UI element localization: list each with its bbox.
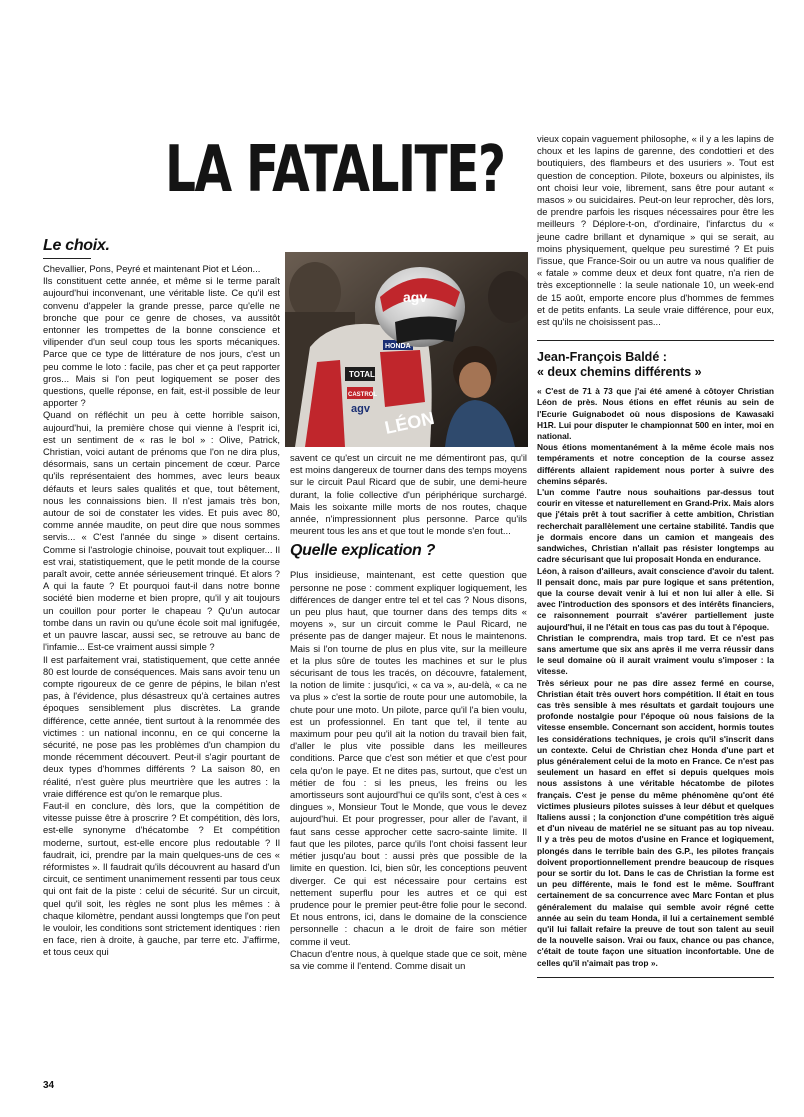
sidebar-bottom-rule bbox=[537, 977, 774, 978]
sidebar-interview-box bbox=[537, 340, 774, 978]
paragraph: Faut-il en conclure, dès lors, que la compétition de vitesse puisse être à proscrire ? Et compétition, dès lors, est-elle synonyme d'hécatombe ? Et compétition moderne, surtout, est-elle encore plus redoutable ? Il faudrait, ici, prendre par la main quelques-uns de ces « réformistes ». Il faudrait qu'ils découvrent au hasard d'un circuit, ce sentiment unanimement ressenti par tous ceux qui ont fait de la piste : celui de sécurité. Sur un circuit, quel qu'il soit, les règles ne sont plus les mêmes : à chaque kilomètre, pendant aussi longtemps que l'on peut le vouloir, les conditions sont strictement identiques : rien en face, rien à droite, à gauche, par terre etc. J'affirme, et tous ceux qui bbox=[43, 799, 280, 958]
rider-photo bbox=[285, 252, 528, 447]
sidebar-paragraph: L'un comme l'autre nous souhaitions par-dessus tout courir en vitesse et naturellement en Grand-Prix. Mais alors que j'étais prêt à tout sacrifier à cette ambition, Christian recherchait parallèlement une certaine stabilité. Tandis que je dormais encore dans un camion et mangeais des sandwiches, Christian n'allait pas résister longtemps au cadre sécurisant que lui proposait Honda en endurance. bbox=[537, 487, 774, 565]
paragraph: Il est parfaitement vrai, statistiquement, que cette année 80 est lourde de conséquences. Mais sans avoir tenu un compte rigoureux de ce genre de pépins, le bilan n'est pas, à l'évidence, plus désastreux qu'à certaines autres époques sensiblement plus discrètes. La grande différence, cette année, tient surtout à la renommée des victimes : un national inconnu, en ce qui concerne la sécurité, ne pose pas les problèmes d'un champion du monde récemment découvert. Peut-il s'agir pourtant de deux types d'hommes différents ? La saison 80, en réalité, n'est guère plus meurtrière que les autres : la vraie différence est qu'on le remarque plus. bbox=[43, 653, 280, 799]
sidebar-paragraph: Christian le comprendra, mais trop tard. Et ce n'est pas sans amertume que six ans après il me verra réussir dans le seul domaine où il aurait vraiment voulu s'imposer : la vitesse. bbox=[537, 632, 774, 677]
sponsor-honda: HONDA bbox=[385, 343, 411, 350]
helmet-logo-text: agv bbox=[403, 289, 428, 305]
sponsor-total: TOTAL bbox=[349, 370, 375, 379]
section-heading-le-choix: Le choix. bbox=[43, 237, 110, 254]
suit-name: LÉON bbox=[382, 407, 437, 438]
page-number: 34 bbox=[43, 1080, 55, 1091]
paragraph: vieux copain vaguement philosophe, « il y a les lapins de choux et les lapins de garenne, des condottieri et des boutiquiers, des flambeurs et des usuriers ». Tout est question de conception. Pilote, boxeurs ou alpinistes, ils ont choisi leur voie, librement, sans être pour autant « masos » ou suicidaires. Peut-on leur reprocher, dès lors, de prendre parfois les risques nécessaires pour être les meilleurs ? Déplore-t-on, d'ordinaire, l'infarctus du « jeune cadre brillant et dynamique » qui se serait, au moins physiquement, quelque peu surestimé ? Et puis l'issue, que France-Soir ou un autre va nous qualifier de « fatale » comme deux et deux font quatre, n'a rien de très exceptionnelle : la seule nationale 10, un week-end de 15 août, emporte encore plus d'hommes de femmes et de petits enfants. La seule vraie différence, pour eux, est qu'ils ne choisissent pas... bbox=[537, 133, 774, 328]
section-heading-quelle-explication: Quelle explication ? bbox=[290, 542, 436, 560]
sidebar-paragraph: Très sérieux pour ne pas dire assez fermé en course, Christian était très ouvert hors compétition. Il était en tous cas très sensible à mes résultats et gardait toujours une profonde nostalgie pour l'époque où nous faisions de la vitesse ensemble. Concernant son accident, hormis toutes les considérations techniques, je crois qu'il s'inscrit dans un contexte. Celui de Christian chez Honda d'une part et plus généralement celui de la moto en France. Ce n'est pas seulement un hasard en effet si depuis quelques mois nous assistons à une véritable hécatombe de pilotes français. C'est je pense du même phénomène qu'ont été victimes plusieurs pilotes suisses à leur début et quelques Italiens aussi ; la conjonction d'une compétition très aiguë et d'un niveau de matériel ne se situant pas au top niveau. Il y a très peu de motos d'usine en France et logiquement, plongés dans le terrible bain des G.P., les pilotes français doivent proportionnellement prendre beaucoup de risques pour se sortir du lot. Dans le cas de Christian la forme est un peu différente, mais le fond est le même. Souffrant certainement de sa concurrence avec Marc Fontan et plus généralement du malaise qui semble avoir régné cette année au sein du team Honda, il lui a certainement semblé qu'il lui fallait refaire la preuve de tout son talent au seuil de la nouvelle saison. Vrai ou faux, chance ou pas chance, c'était de toute façon une situation inconfortable. Une de celles qu'il n'aimait pas trop ». bbox=[537, 677, 774, 968]
paragraph: Plus insidieuse, maintenant, est cette question que personne ne pose : comment expliquer logiquement, les différences de danger entre tel et tel cas ? Nous disons, un peu plus haut, que tourner dans des temps dits « moyens », sur un circuit comme le Paul Ricard, ne présente pas de danger majeur. Et nous le maintenons. Mais si l'on tourne de plus en plus vite, sur la meilleure et la plus sûre de toutes les machines et sur le plus sécurisant de tous les tracés, on découvre, fatalement, la notion de limite : jusqu'ici, « ca va », au-delà, « ca ne va plus » c'est la sortie de route pour une automobile, la chute pour une moto. Un pilote, parce qu'il l'a bien voulu, est un professionnel. En tant que tel, il tente au maximum pour peu qu'il ait la notion du travail bien fait, d'aller le plus vite possible dans les meilleures conditions. Parce que c'est son métier et que c'est pour cela qu'on le paye. Et ne dites pas, surtout, que c'est un métier de fou : si les pneus, les freins ou les amortisseurs sont aujourd'hui ce qu'ils sont, c'est à ces « dingues », Monsieur Tout le Monde, que vous le devez aujourd'hui. Et pour progresser, pour aller de l'avant, il faut sans cesse approcher cette sacro-sainte limite. Il faut que les pilotes, parce qu'ils l'ont choisi fassent leur métier jusqu'au bout : aussi près que possible de la limite en question. Ici, bien sûr, les conceptions peuvent diverger. Ce qui est nécessaire pour certains est nettement superflu pour les autres et ce qui est prudence pour le premier peut-être folie pour le second. Et nous entrons, ici, dans le domaine de la conscience personnelle : chacun a le droit de faire son métier comme il veut. bbox=[290, 569, 527, 947]
paragraph: Chevallier, Pons, Peyré et maintenant Piot et Léon... bbox=[43, 263, 261, 274]
article-title: LA FATALITE? bbox=[165, 133, 505, 207]
sidebar-title-line2: « deux chemins différents » bbox=[537, 365, 702, 380]
text-column-left bbox=[43, 263, 280, 959]
heading-rule bbox=[43, 258, 91, 259]
sidebar-paragraph: « C'est de 71 à 73 que j'ai été amené à côtoyer Christian Léon de près. Nous étions en effet réunis au sein de l'Ecurie Guignabodet où nous disposions de Kawasaki H1R. Lui pour disputer le championnat 500 en inter, moi en national. bbox=[537, 386, 774, 442]
paragraph: savent ce qu'est un circuit ne me démentiront pas, qu'il est moins dangereux de tourner dans des temps moyens sur le circuit Paul Ricard que de subir, une demi-heure durant, la folie collective d'un périphérique surchargé. Mais les soixante mille morts de nos routes, chaque année, n'impressionnent plus personne. Parce qu'ils meurent tous les ans et que tout le monde s'en fout... bbox=[290, 452, 527, 537]
sidebar-paragraph: Léon, à raison d'ailleurs, avait conscience d'avoir du talent. Il pensait donc, mais par pure logique et sans prétention, que la course devait venir à lui et non lui aller à elle. Si avec l'introduction des sponsors et des intérêts financiers, ce raisonnement pourrait s'avérer partiellement juste aujourd'hui, il ne l'était en tous cas pas du tout à l'époque. bbox=[537, 565, 774, 632]
sidebar-paragraph: Nous étions momentanément à la même école mais nos tempéraments et notre conception de la course assez différents allaient rapidement nous porter à suivre des chemins séparés. bbox=[537, 442, 774, 486]
text-column-right bbox=[537, 133, 774, 978]
paragraph: Quand on réfléchit un peu à cette horrible saison, aujourd'hui, la première chose qui vienne à l'esprit ici, est un sentiment de « ras le bol » : Olive, Patrick, Christian, voici autant de prénoms que l'on ne dira plus, désormais, sans un certain pincement de cœur. Parce qu'ils représentaient des hommes, avec leurs beaux défauts et leurs sales qualités et que, tout bêtement, nous les connaissions bien. Il n'est jamais très bon, autour de soi de constater les vides. Et puis avec 80, comme année maudite, on peut dire que nous sommes servis... « C'est l'année du singe » disent certains. Comme si l'astrologie chinoise, pouvait tout expliquer... Il est vrai, statistiquement, que le petit monde de la course paraît avoir, cette année sérieusement trinqué. Et alors ? A qui la faute ? Et pourquoi faut-il dans notre bonne société bien moderne et bien propre, qu'il y ait toujours un couillon pour porter le chapeau ? Qu'un autocar tombe dans un ravin ou qu'une école soit mal ignifugée, et un pauvre lascar, aussi sec, se retrouve au banc de l'infamie... Est-ce vraiment aussi simple ? bbox=[43, 409, 280, 653]
sponsor-castrol: CASTROL bbox=[348, 392, 377, 398]
sidebar-top-rule bbox=[537, 340, 774, 341]
text-column-middle bbox=[290, 452, 527, 972]
paragraph: Ils constituent cette année, et même si le terme paraît aujourd'hui inconvenant, une véritable liste. Ce qu'il est convenu d'appeler la grande presse, parce qu'elle ne bronche que pour ce genre de choses, va aussitôt entonner les trompettes de la bonne conscience et vilipender d'un seul coup tous les sports mécaniques. Parce que ce type de littérature de nos jours, c'est un peu comme le loto : facile, pas cher et ça peut rapporter gros... Mais si l'on peut logiquement se poser des questions, quelle réponse, en fait, est-il possible de leur apporter ? bbox=[43, 275, 280, 409]
paragraph: Chacun d'entre nous, à quelque stade que ce soit, mène sa vie comme il l'entend. Comme disait un bbox=[290, 947, 527, 971]
sidebar-title bbox=[537, 350, 774, 380]
sponsor-agv: agv bbox=[351, 403, 370, 415]
rider-photo-illustration bbox=[285, 252, 528, 447]
sidebar-title-line1: Jean-François Baldé : bbox=[537, 350, 667, 365]
